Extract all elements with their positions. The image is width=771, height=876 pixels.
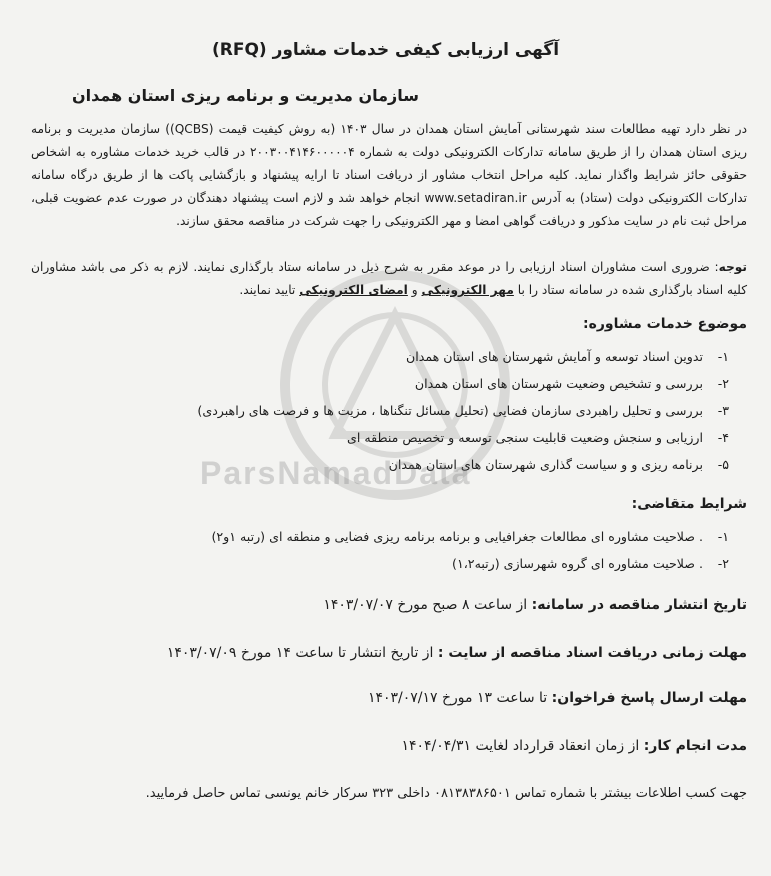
watermark-text: ParsNamadData (200, 455, 472, 491)
organization-name: سازمان مدیریت و برنامه ریزی استان همدان (72, 86, 419, 105)
list-item: ۲-. صلاحیت مشاوره ای گروه شهرسازی (رتبه۱،۲) (452, 556, 729, 571)
list-item: ۴-ارزیابی و سنجش وضعیت قابلیت سنجی توسعه و تخصیص منطقه ای (347, 430, 729, 445)
note-text-end: تایید نمایند. (239, 283, 296, 297)
work-duration-row: مدت انجام کار: از زمان انعقاد قرارداد لغایت ۱۴۰۴/۰۴/۳۱ (401, 738, 747, 754)
response-deadline-row: مهلت ارسال پاسخ فراخوان: تا ساعت ۱۳ مورخ ۱۴۰۳/۰۷/۱۷ (367, 690, 747, 706)
note-label: توجه (718, 260, 747, 274)
list-item: ۲-بررسی و تشخیص وضعیت شهرستان های استان همدان (414, 376, 729, 391)
conditions-list (211, 523, 729, 577)
contact-info: جهت کسب اطلاعات بیشتر با شماره تماس ۰۸۱۳۸۳۸۶۵۰۱ داخلی ۳۲۳ سرکار خانم یونسی تماس حاصل فرمایید. (145, 786, 747, 801)
list-item: ۵-برنامه ریزی و و سیاست گذاری شهرستان های استان همدان (388, 457, 729, 472)
conditions-heading: شرایط متقاضی: (631, 496, 747, 512)
notice-title: آگهی ارزیابی کیفی خدمات مشاور (RFQ) (211, 40, 560, 60)
list-item: ۱-تدوین اسناد توسعه و آمایش شهرستان های استان همدان (405, 349, 729, 364)
list-item: ۱-. صلاحیت مشاوره ای مطالعات جغرافیایی و برنامه برنامه ریزی فضایی و منطقه ای (رتبه ۱و۲) (211, 529, 729, 544)
electronic-signature-text: امضای الکترونیکی (299, 283, 408, 297)
note-conjunction: و (411, 283, 418, 297)
topics-heading: موضوع خدمات مشاوره: (582, 316, 747, 332)
note-text: : ضروری است مشاوران اسناد ارزیابی را در موعد مقرر به شرح ذیل در سامانه ستاد بارگذاری نمایند. لازم به ذکر می باشد مشاوران کلیه اسناد بارگذاری شده در سامانه ستاد را با (31, 260, 747, 297)
note-paragraph (31, 256, 747, 302)
electronic-seal-text: مهر الکترونیکی (421, 283, 514, 297)
publish-date-row: تاریخ انتشار مناقصه در سامانه: از ساعت ۸ صبح مورخ ۱۴۰۳/۰۷/۰۷ (323, 597, 747, 613)
document-deadline-row: مهلت زمانی دریافت اسناد مناقصه از سایت : از تاریخ انتشار تا ساعت ۱۴ مورخ ۱۴۰۳/۰۷/۰۹ (166, 645, 747, 661)
intro-paragraph: در نظر دارد تهیه مطالعات سند شهرستانی آمایش استان همدان در سال ۱۴۰۳ (به روش کیفیت قیمت (QCBS)) سازمان مدیریت و برنامه ریزی استان همدان را از طریق سامانه تدارکات الکترونیکی دولت به شماره ۲۰۰۳۰۰۴۱۴۶۰۰۰۰۰۴ در قالب خرید خدمات مشاوره به اشخاص حقوقی حائز شرایط واگذار نماید. کلیه مراحل انتخاب مشاور از دریافت اسناد تا ارایه پیشنهاد و بازگشایی پاکت ها از طریق درگاه سامانه تدارکات الکترونیکی دولت (ستاد) به آدرس www.setadiran.ir انجام خواهد شد و لازم است پیشنهاد دهندگان در صورت عدم عضویت قبلی، مراحل ثبت نام در سایت مذکور و دریافت گواهی امضا و مهر الکترونیکی را جهت شرکت در مناقصه محقق سازند. (31, 122, 748, 228)
list-item: ۳-بررسی و تحلیل راهبردی سازمان فضایی (تحلیل مسائل تنگناها ، مزیت ها و فرصت های راهبردی) (197, 403, 729, 418)
